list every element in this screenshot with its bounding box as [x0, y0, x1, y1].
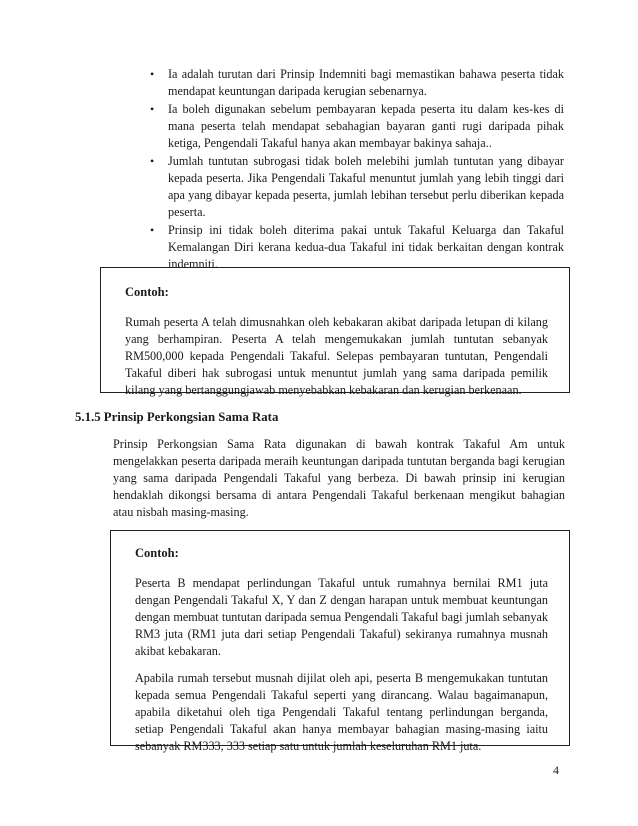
example-paragraph-2: Apabila rumah tersebut musnah dijilat oleh api, peserta B mengemukakan tuntutan kepada semua Pengendali Takaful seperti yang dirancang. Walau bagaimanapun, apabila diketahui oleh tiga Pengendali Takaful tentang perlindungan berganda, setiap Pengendali Takaful akan hanya membayar bahagian masing-masing iaitu sebanyak RM333, 333 setiap satu untuk jumlah keseluruhan RM1 juta.: [135, 671, 548, 753]
page-number: 4: [553, 763, 559, 777]
bullet-text: Ia boleh digunakan sebelum pembayaran kepada peserta itu dalam kes-kes di mana peserta telah mendapat sebahagian bayaran ganti rugi daripada pihak ketiga, Pengendali Takaful hanya akan membayar bakinya sahaja..: [168, 102, 564, 150]
example-paragraph-1: Peserta B mendapat perlindungan Takaful untuk rumahnya bernilai RM1 juta dengan Pengendali Takaful X, Y dan Z dengan harapan untuk membuat keuntungan dengan membuat tuntutan daripada semua Pengendali Takaful bagi jumlah sebanyak RM3 juta (RM1 juta dari setiap Pengendali Takaful) sekiranya rumahnya musnah akibat kebakaran.: [135, 576, 548, 658]
bullet-icon: •: [150, 223, 155, 237]
bullet-icon: •: [150, 154, 155, 168]
bullet-item: [148, 101, 564, 152]
bullet-item: [148, 153, 564, 221]
bullet-text: Ia adalah turutan dari Prinsip Indemniti bagi memastikan bahawa peserta tidak mendapat keuntungan daripada kerugian sebenarnya.: [168, 67, 564, 98]
example-label: Contoh:: [125, 285, 169, 299]
example-text: Rumah peserta A telah dimusnahkan oleh kebakaran akibat daripada letupan di kilang yang berhampiran. Peserta A telah mengemukakan jumlah tuntutan sebanyak RM500,000 kepada Pengendali Takaful. Selepas pembayaran tuntutan, Pengendali Takaful diberi hak subrogasi untuk menuntut jumlah yang sama daripada pemilik kilang yang bertanggungjawab menyebabkan kebakaran dan kerugian berkenaan.: [125, 315, 548, 397]
bullet-icon: •: [150, 102, 155, 116]
bullet-text: Prinsip ini tidak boleh diterima pakai untuk Takaful Keluarga dan Takaful Kemalangan Diri kerana kedua-dua Takaful ini tidak berkaitan dengan kontrak indemniti.: [168, 223, 564, 271]
bullet-list: [148, 66, 564, 274]
example-box-contribution: [110, 530, 570, 753]
bullet-text: Jumlah tuntutan subrogasi tidak boleh melebihi jumlah tuntutan yang dibayar kepada peserta. Jika Pengendali Takaful menuntut jumlah yang lebih tinggi dari apa yang dibayar kepada peserta, jumlah lebihan tersebut perlu diberikan kepada peserta.: [168, 154, 564, 219]
example-label: Contoh:: [135, 546, 179, 560]
bullet-item: [148, 66, 564, 100]
section-heading: 5.1.5 Prinsip Perkongsian Sama Rata: [75, 410, 279, 424]
section-body: Prinsip Perkongsian Sama Rata digunakan di bawah kontrak Takaful Am untuk mengelakkan peserta daripada meraih keuntungan daripada tuntutan berganda bagi kerugian yang sama daripada Pengendali Takaful yang berbeza. Di bawah prinsip ini kerugian hendaklah dikongsi bersama di antara Pengendali Takaful berkenaan mengikut bahagian atau nisbah masing-masing.: [113, 437, 565, 519]
example-box-subrogation: [100, 267, 570, 397]
bullet-item: [148, 222, 564, 273]
bullet-icon: •: [150, 67, 155, 81]
